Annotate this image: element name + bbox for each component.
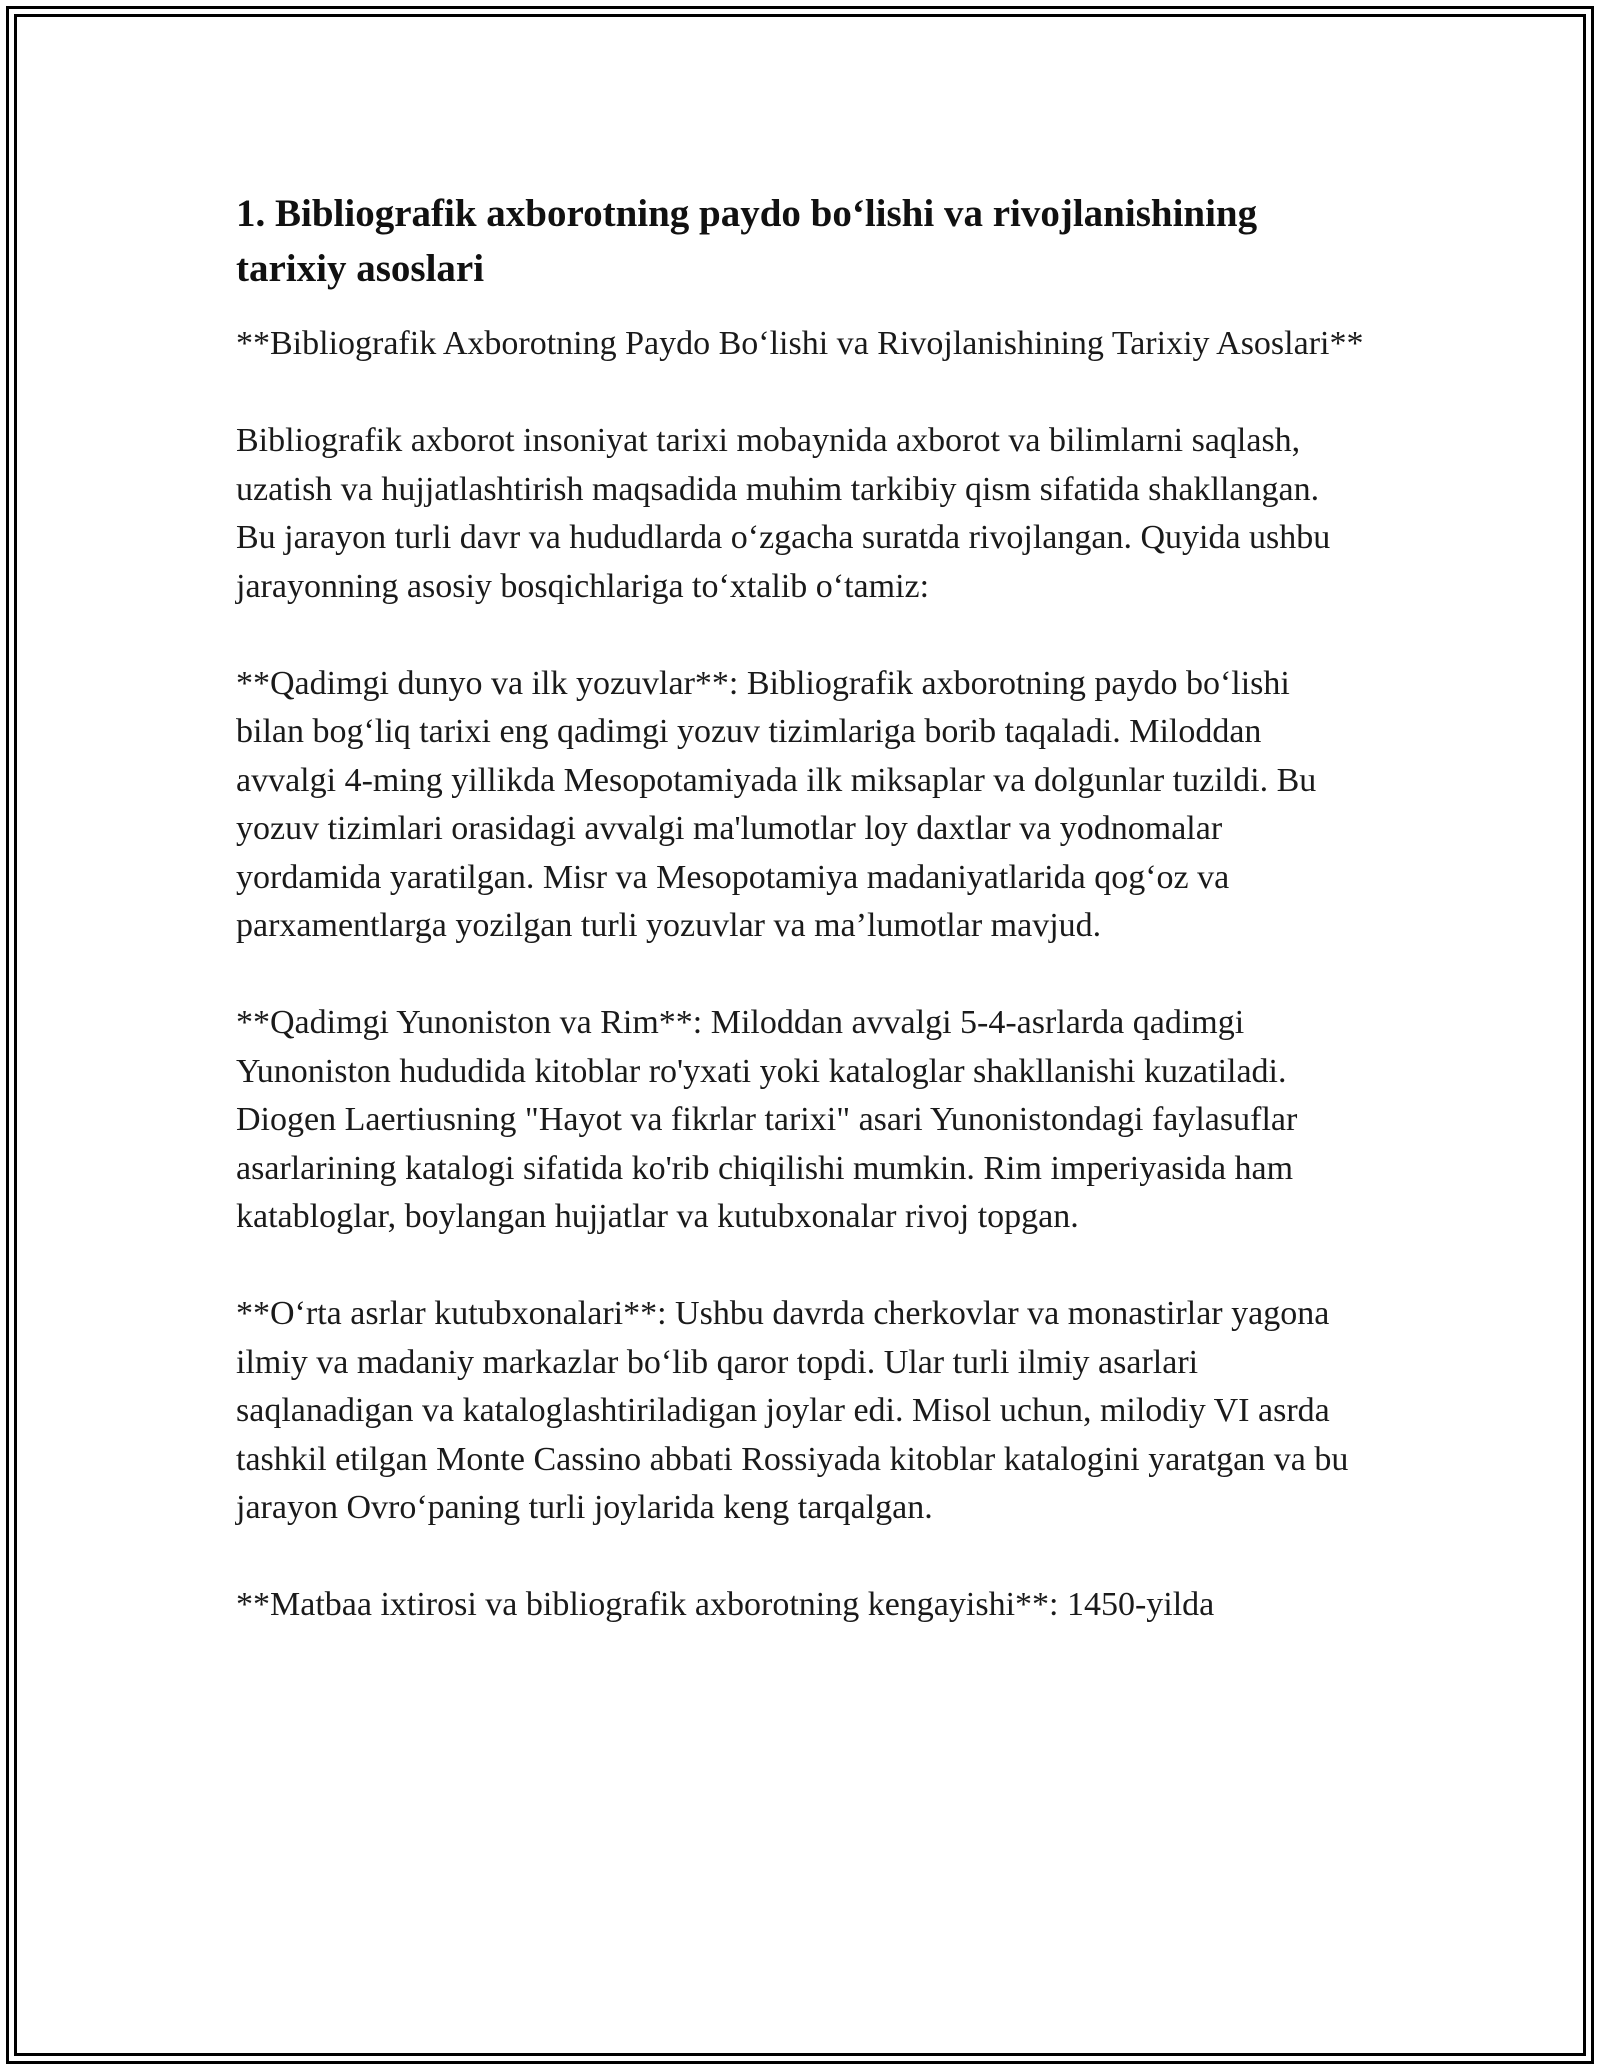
- paragraph-heading: **Bibliografik Axborotning Paydo Bo‘lishi va Rivojlanishining Tarixiy Asoslari**: [236, 325, 1364, 362]
- document-body: [236, 186, 1364, 1630]
- paragraph-intro: Bibliografik axborot insoniyat tarixi mobaynida axborot va bilimlarni saqlash, uzatish va hujjatlashtirish maqsadida muhim tarkibiy qism sifatida shakllangan. Bu jarayon turli davr va hududlarda o‘zgacha suratda rivojlangan. Quyida ushbu jarayonning asosiy bosqichlariga to‘xtalib o‘tamiz:: [236, 422, 1331, 605]
- paragraph-greece-rome: **Qadimgi Yunoniston va Rim**: Miloddan avvalgi 5-4-asrlarda qadimgi Yunoniston hududida kitoblar ro'yxati yoki kataloglar shakllanishi kuzatiladi. Diogen Laertiusning "Hayot va fikrlar tarixi" asari Yunonistondagi faylasuflar asarlarining katalogi sifatida ko'rib chiqilishi mumkin. Rim imperiyasida ham katabloglar, boylangan hujjatlar va kutubxonalar rivoj topgan.: [236, 1004, 1298, 1235]
- paragraph-printing: **Matbaa ixtirosi va bibliografik axborotning kengayishi**: 1450-yilda: [236, 1586, 1215, 1623]
- paragraph-middle-ages: **O‘rta asrlar kutubxonalari**: Ushbu davrda cherkovlar va monastirlar yagona ilmiy va madaniy markazlar bo‘lib qaror topdi. Ular turli ilmiy asarlari saqlanadigan va kataloglashtiriladigan joylar edi. Misol uchun, milodiy VI asrda tashkil etilgan Monte Cassino abbati Rossiyada kitoblar katalogini yaratgan va bu jarayon Ovro‘paning turli joylarida keng tarqalgan.: [236, 1295, 1349, 1526]
- section-title: 1. Bibliografik axborotning paydo bo‘lishi va rivojlanishining tarixiy asoslari: [236, 192, 1258, 290]
- paragraph-ancient-world: **Qadimgi dunyo va ilk yozuvlar**: Bibliografik axborotning paydo bo‘lishi bilan bog‘liq tarixi eng qadimgi yozuv tizimlariga borib taqaladi. Miloddan avvalgi 4-ming yillikda Mesopotamiyada ilk miksaplar va dolgunlar tuzildi. Bu yozuv tizimlari orasidagi avvalgi ma'lumotlar loy daxtlar va yodnomalar yordamida yaratilgan. Misr va Mesopotamiya madaniyatlarida qog‘oz va parxamentlarga yozilgan turli yozuvlar va ma’lumotlar mavjud.: [236, 664, 1317, 944]
